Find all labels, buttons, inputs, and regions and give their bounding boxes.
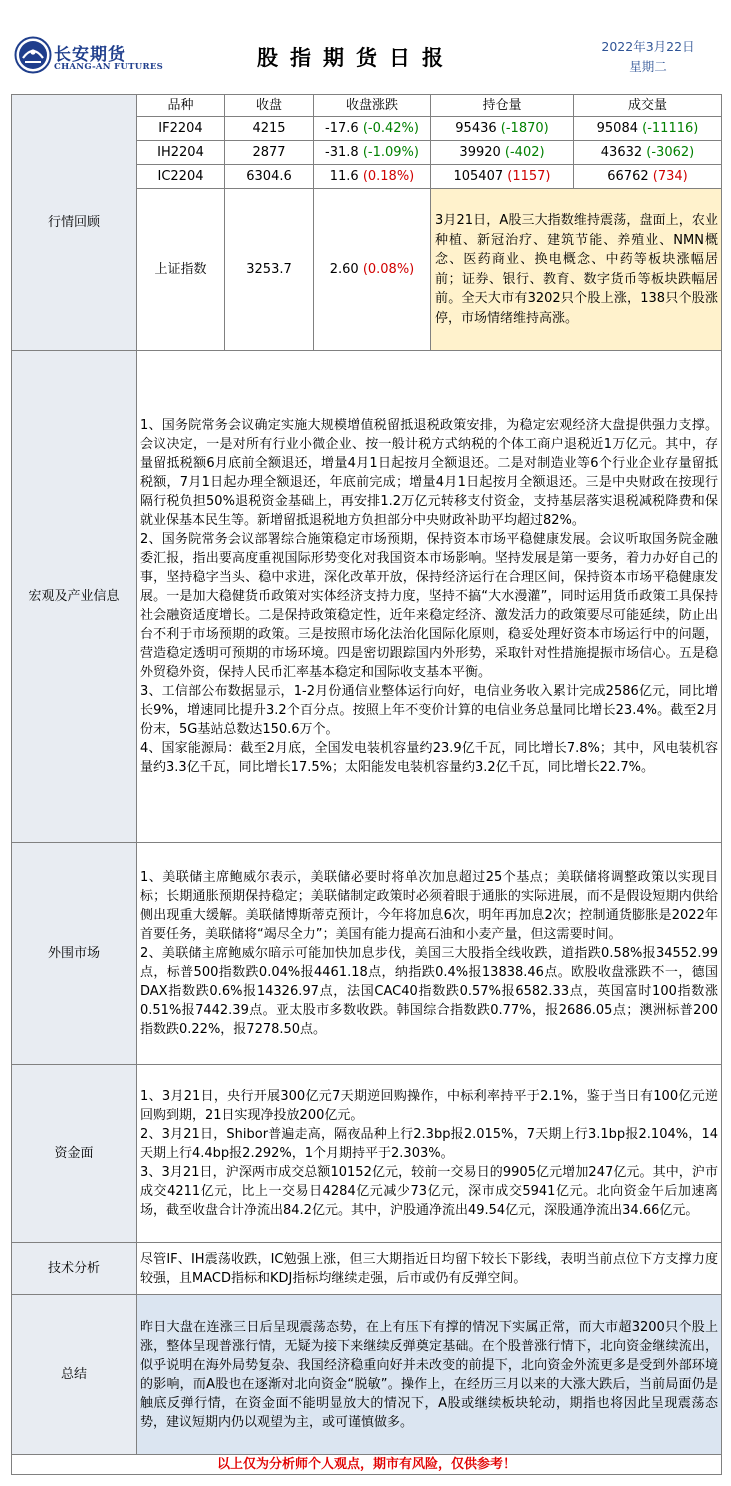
col-header-change: 收盘涨跌 xyxy=(314,95,431,117)
oi-cell xyxy=(431,117,574,141)
section-label-macro: 宏观及产业信息 xyxy=(12,351,137,843)
macro-paragraph-1: 1、国务院常务会议确定实施大规模增值税留抵退税政策安排，为稳定宏观经济大盘提供强力支撑。会议决定，一是对所有行业小微企业、按一般计税方式纳税的个体工商户退税近1万亿元。其中，存量留抵税额6月底前全额退还，增量4月1日起按月全额退还。二是对制造业等6个行业企业存量留抵税额，7月1日起办理全额退还，年底前完成；增量4月1日起按月全额退还。三是中央财政在按现行隔行税负担50%退税资金基础上，再安排1.2万亿元转移支付资金，支持基层落实退税减税降费和保就业保基本民生等。新增留抵退税地方负担部分中央财政补助平均超过82%。 xyxy=(140,418,718,528)
volume-change: (-3062) xyxy=(646,145,695,160)
oi-cell xyxy=(431,141,574,165)
symbol-cell: IH2204 xyxy=(137,141,225,165)
report-weekday: 星期二 xyxy=(629,59,667,74)
funds-paragraph-1: 1、3月21日，央行开展300亿元7天期逆回购操作，中标利率持平于2.1%，鉴于当日有100亿元逆回购到期，21日实现净投放200亿元。 xyxy=(140,1089,718,1123)
volume-change: (-11116) xyxy=(642,121,699,136)
funds-content xyxy=(137,1065,722,1243)
change-value: -17.6 xyxy=(325,121,359,136)
macro-row xyxy=(12,351,722,843)
oi-change: (-1870) xyxy=(500,121,549,136)
change-value: -31.8 xyxy=(325,145,359,160)
col-header-open-interest: 持仓量 xyxy=(431,95,574,117)
close-cell: 2877 xyxy=(225,141,314,165)
chang-an-logo-icon xyxy=(14,36,52,74)
macro-content xyxy=(137,351,722,843)
footer-row xyxy=(12,1455,722,1475)
col-header-symbol: 品种 xyxy=(137,95,225,117)
oi-value: 39920 xyxy=(459,145,501,160)
report-date: 2022年3月22日 xyxy=(601,39,695,54)
col-header-volume: 成交量 xyxy=(574,95,722,117)
page-title: 股指期货日报 xyxy=(257,46,455,70)
volume-value: 43632 xyxy=(600,145,643,160)
technical-row xyxy=(12,1243,722,1295)
volume-change: (734) xyxy=(652,169,688,184)
symbol-cell: IC2204 xyxy=(137,165,225,189)
brand-name-cn: 长安期货 xyxy=(54,45,126,65)
section-label-funds: 资金面 xyxy=(12,1065,137,1243)
macro-paragraph-3: 3、工信部公布数据显示，1-2月份通信业整体运行向好，电信业务收入累计完成2586亿元，同比增长9%，增速同比提升3.2个百分点。按照上年不变价计算的电信业务总量同比增长23.4%。截至2月份末，5G基站总数达150.6万个。 xyxy=(140,684,718,737)
col-header-close: 收盘 xyxy=(225,95,314,117)
technical-content: 尽管IF、IH震荡收跌，IC勉强上涨，但三大期指近日均留下较长下影线，表明当前点位下方支撑力度较强，且MACD指标和KDJ指标均继续走强，后市或仍有反弹空间。 xyxy=(137,1243,722,1295)
volume-value: 95084 xyxy=(596,121,638,136)
change-cell xyxy=(314,117,431,141)
report-table xyxy=(11,94,722,1475)
symbol-cell: IF2204 xyxy=(137,117,225,141)
brand-name-en: CHANG-AN FUTURES xyxy=(54,62,164,72)
oi-cell xyxy=(431,165,574,189)
report-header xyxy=(0,0,731,88)
volume-cell xyxy=(574,165,722,189)
change-cell xyxy=(314,141,431,165)
volume-value: 66762 xyxy=(607,169,649,184)
section-label-summary: 总结 xyxy=(12,1295,137,1455)
index-close-cell: 3253.7 xyxy=(225,189,314,351)
section-label-technical: 技术分析 xyxy=(12,1243,137,1295)
volume-cell xyxy=(574,117,722,141)
index-name-cell: 上证指数 xyxy=(137,189,225,351)
oi-change: (-402) xyxy=(504,145,545,160)
overseas-paragraph-2: 2、美联储主席鲍威尔暗示可能加快加息步伐，美国三大股指全线收跌，道指跌0.58%报34552.99点，标普500指数跌0.04%报4461.18点，纳指跌0.4%报13838.46点。欧股收盘涨跌不一，德国DAX指数跌0.6%报14326.97点，法国CAC40指数跌0.57%报6582.33点，英国富时100指数涨0.51%报7442.39点。亚太股市多数收跌。韩国综合指数跌0.77%，报2686.05点；澳洲标普200指数跌0.22%，报7278.50点。 xyxy=(140,946,718,1037)
overseas-content xyxy=(137,843,722,1065)
section-label-overseas: 外围市场 xyxy=(12,843,137,1065)
change-pct: (-0.42%) xyxy=(362,121,419,136)
change-pct: (0.18%) xyxy=(362,169,415,184)
overseas-row xyxy=(12,843,722,1065)
disclaimer-footer: 以上仅为分析师个人观点，期市有风险，仅供参考！ xyxy=(12,1455,722,1475)
close-cell: 6304.6 xyxy=(225,165,314,189)
section-label-market: 行情回顾 xyxy=(12,95,137,351)
funds-row xyxy=(12,1065,722,1243)
macro-paragraph-4: 4、国家能源局：截至2月底，全国发电装机容量约23.9亿千瓦，同比增长7.8%；其中，风电装机容量约3.3亿千瓦，同比增长17.5%；太阳能发电装机容量约3.2亿千瓦，同比增长22.7%。 xyxy=(140,741,718,775)
volume-cell xyxy=(574,141,722,165)
summary-row xyxy=(12,1295,722,1455)
summary-content: 昨日大盘在连涨三日后呈现震荡态势，在上有压下有撑的情况下实属正常，而大市超3200只个股上涨，整体呈现普涨行情，无疑为接下来继续反弹奠定基础。在个股普涨行情下，北向资金继续流出，似乎说明在海外局势复杂、我国经济稳重向好并未改变的前提下，北向资金外流更多是受到外部环境的影响，而A股也在逐渐对北向资金“脱敏”。操作上，在经历三月以来的大涨大跌后，当前局面仍是触底反弹行情，在资金面不能明显放大的情况下，A股或继续板块轮动，期指也将因此呈现震荡态势，建议短期内仍以观望为主，或可谨慎做多。 xyxy=(137,1295,722,1455)
overseas-paragraph-1: 1、美联储主席鲍威尔表示，美联储必要时将单次加息超过25个基点；美联储将调整政策以实现目标；长期通胀预期保持稳定；美联储制定政策时必须着眼于通胀的实际进展，而不是假设短期内供给侧出现重大缓解。美联储博斯蒂克预计，今年将加息6次，明年再加息2次；控制通货膨胀是2022年首要任务，美联储将“竭尽全力”；美国有能力提高石油和小麦产量，但这需要时间。 xyxy=(140,870,718,942)
index-change-pct: (0.08%) xyxy=(362,262,415,277)
oi-change: (1157) xyxy=(507,169,551,184)
oi-value: 105407 xyxy=(453,169,504,184)
market-commentary: 3月21日，A股三大指数维持震荡，盘面上，农业种植、新冠治疗、建筑节能、养殖业、NMN概念、医药商业、换电概念、中药等板块涨幅居前；证券、银行、教育、数字货币等板块跌幅居前。全天大市有3202只个股上涨，138只个股涨停，市场情绪维持高涨。 xyxy=(431,189,722,351)
oi-value: 95436 xyxy=(455,121,497,136)
index-change-value: 2.60 xyxy=(329,262,359,277)
close-cell: 4215 xyxy=(225,117,314,141)
macro-paragraph-2: 2、国务院常务会议部署综合施策稳定市场预期，保持资本市场平稳健康发展。会议听取国务院金融委汇报，指出要高度重视国际形势变化对我国资本市场影响。坚持发展是第一要务，着力办好自己的事，坚持稳字当头、稳中求进，深化改革开放，保持经济运行在合理区间，保持资本市场平稳健康发展。一是加大稳健货币政策对实体经济支持力度，坚持不搞“大水漫灌”，同时运用货币政策工具保持社会融资适度增长。二是保持政策稳定性，近年来稳定经济、激发活力的政策要尽可能延续，防止出台不利于市场预期的政策。三是按照市场化法治化国际化原则，稳妥处理好资本市场运行中的问题，营造稳定透明可预期的市场环境。四是密切跟踪国内外形势，采取针对性措施提振市场信心。五是稳外贸稳外资，保持人民币汇率基本稳定和国际收支基本平衡。 xyxy=(140,532,718,680)
market-header-row xyxy=(12,95,722,117)
funds-paragraph-3: 3、3月21日，沪深两市成交总额10152亿元，较前一交易日的9905亿元增加247亿元。其中，沪市成交4211亿元，比上一交易日4284亿元减少73亿元，深市成交5941亿元。北向资金午后加速离场，截至收盘合计净流出84.2亿元。其中，沪股通净流出49.54亿元，深股通净流出34.66亿元。 xyxy=(140,1165,718,1218)
change-cell xyxy=(314,165,431,189)
funds-paragraph-2: 2、3月21日，Shibor普遍走高，隔夜品种上行2.3bp报2.015%，7天期上行3.1bp报2.104%，14天期上行4.4bp报2.292%，1个月期持平于2.303%。 xyxy=(140,1127,718,1161)
index-change-cell xyxy=(314,189,431,351)
change-pct: (-1.09%) xyxy=(362,145,419,160)
change-value: 11.6 xyxy=(329,169,359,184)
